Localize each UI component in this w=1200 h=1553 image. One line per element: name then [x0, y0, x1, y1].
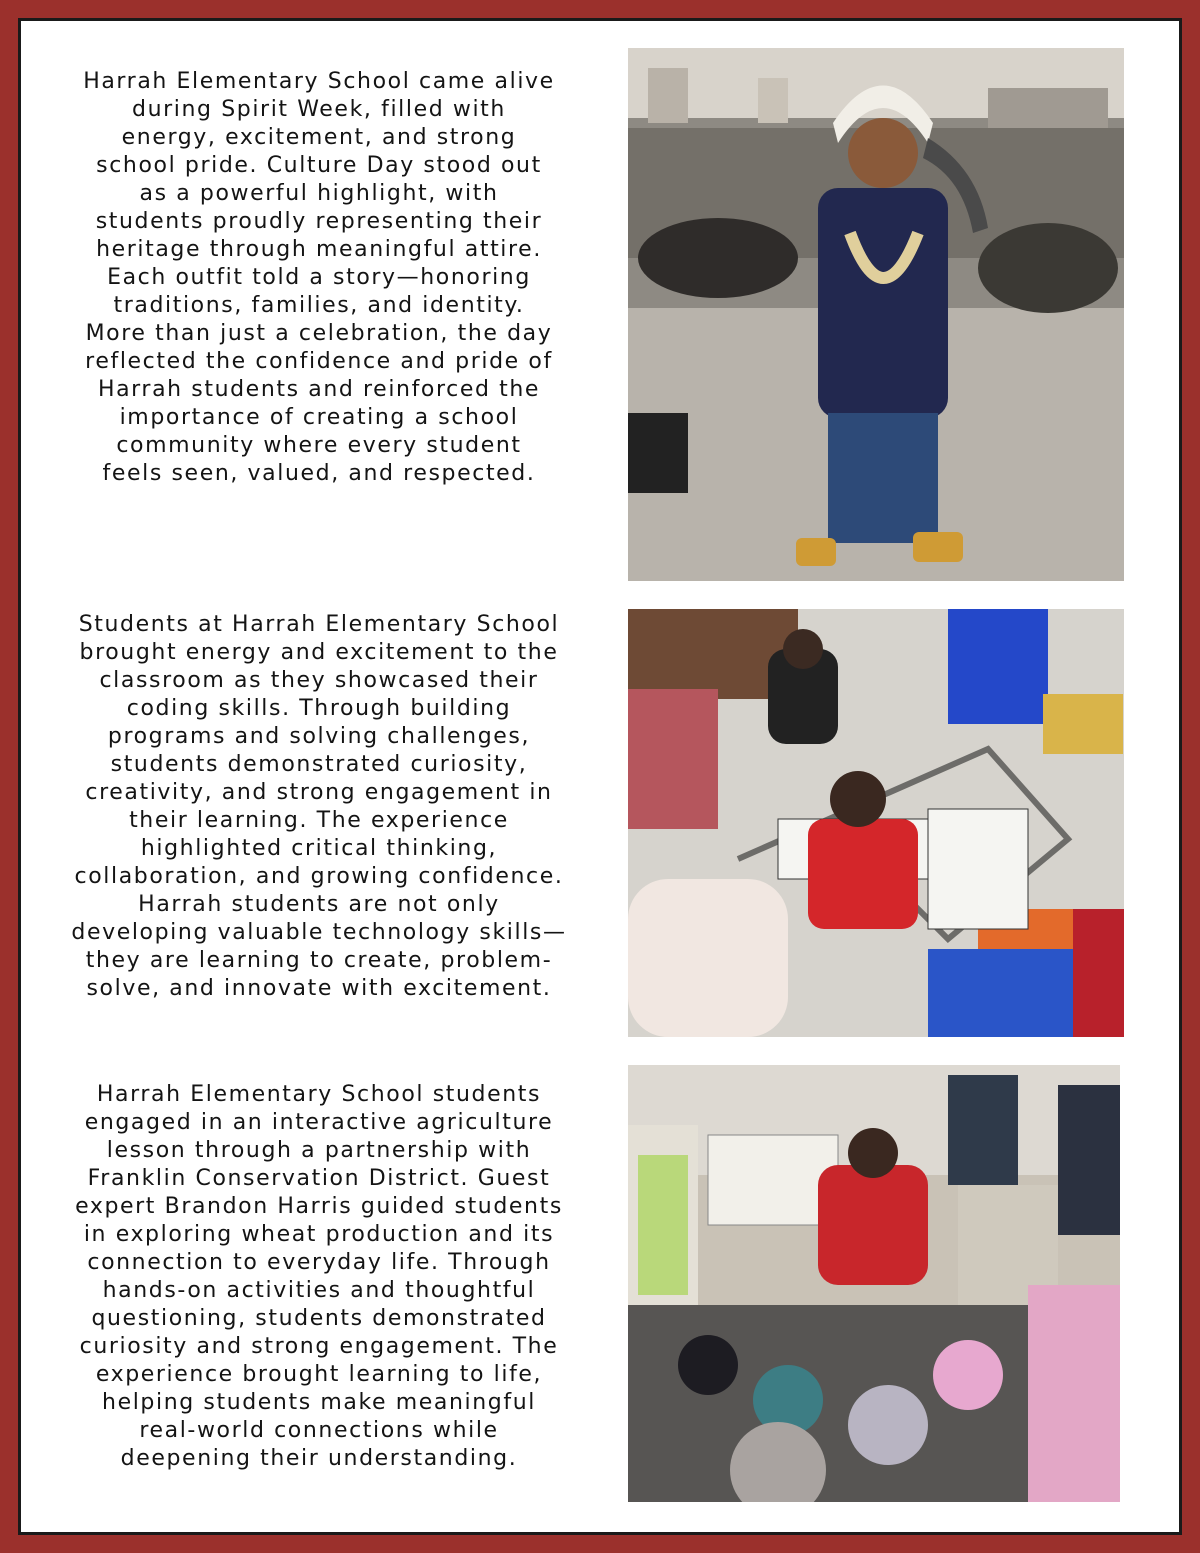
newsletter-page	[18, 18, 1182, 1535]
story-2-text: Students at Harrah Elementary School brought energy and excitement to the classroom as they showcased their coding skills. Through building programs and solving challenges, students demonstrated curiosity, creativity, and strong engagement in their learning. The experience highlighted critical thinking, collaboration, and growing confidence. Harrah students are not only developing valuable technology skills— they are learning to create, problem- solve, and innovate with excitement.	[71, 612, 567, 1001]
story-1-text: Harrah Elementary School came alive during Spirit Week, filled with energy, excitement, and strong school pride. Culture Day stood out as a powerful highlight, with students proudly representing their heritage through meaningful attire. Each outfit told a story—honoring traditions, families, and identity. More than just a celebration, the day reflected the confidence and pride of Harrah students and reinforced the importance of creating a school community where every student feels seen, valued, and respected.	[83, 69, 555, 486]
story-3-text: Harrah Elementary School students engaged in an interactive agriculture lesson through a partnership with Franklin Conservation District. Guest expert Brandon Harris guided students in exploring wheat production and its connection to everyday life. Through hands-on activities and thoughtful questioning, students demonstrated curiosity and strong engagement. The experience brought learning to life, helping students make meaningful real-world connections while deepening their understanding.	[75, 1082, 563, 1471]
agriculture-lesson-photo	[628, 1065, 1120, 1502]
students-coding-photo	[628, 609, 1124, 1037]
student-in-headdress-photo	[628, 48, 1124, 581]
